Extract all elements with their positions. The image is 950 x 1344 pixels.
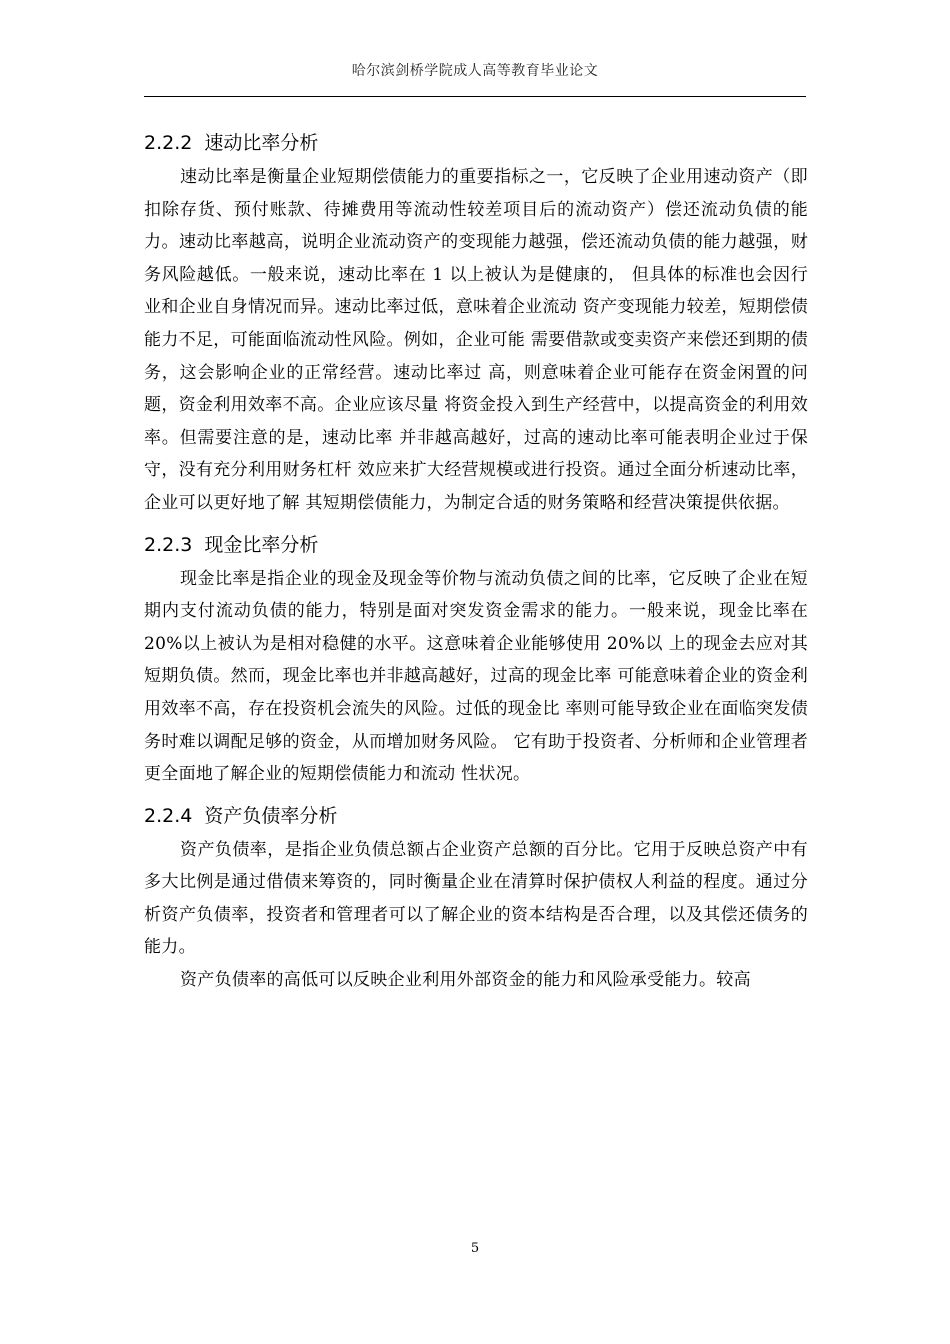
section-title: 速动比率分析 — [204, 132, 319, 154]
section-number: 2.2.2 — [144, 132, 193, 154]
section-2-2-4 — [144, 803, 808, 997]
section-heading — [144, 803, 808, 829]
header-rule — [144, 96, 806, 97]
paragraph: 资产负债率，是指企业负债总额占企业资产总额的百分比。它用于反映总资产中有多大比例是通过借债来筹资的，同时衡量企业在清算时保护债权人利益的程度。通过分析资产负债率，投资者和管理者可以了解企业的资本结构是否合理，以及其偿还债务的能力。 — [144, 839, 808, 958]
section-heading — [144, 130, 808, 156]
page-header: 哈尔滨剑桥学院成人高等教育毕业论文 — [351, 63, 599, 79]
section-number: 2.2.3 — [144, 533, 193, 556]
section-heading — [144, 532, 808, 558]
document-body — [144, 118, 808, 997]
section-title: 现金比率分析 — [204, 533, 319, 556]
paragraph: 速动比率是衡量企业短期偿债能力的重要指标之一，它反映了企业用速动资产（即扣除存货、预付账款、待摊费用等流动性较差项目后的流动资产）偿还流动负债的能力。速动比率越高，说明企业流动资产的变现能力越强，偿还流动负债的能力越强，财务风险越低。一般来说，速动比率在 1 以上被认为是健康的， 但具体的标准也会因行业和企业自身情况而异。速动比率过低，意味着企业流动 资产变现能力较差，短期偿债能力不足，可能面临流动性风险。例如，企业可能 需要借款或变卖资产来偿还到期的债务，这会影响企业的正常经营。速动比率过 高，则意味着企业可能存在资金闲置的问题，资金利用效率不高。企业应该尽量 将资金投入到生产经营中，以提高资金的利用效率。但需要注意的是，速动比率 并非越高越好，过高的速动比率可能表明企业过于保守，没有充分利用财务杠杆 效应来扩大经营规模或进行投资。通过全面分析速动比率，企业可以更好地了解 其短期偿债能力，为制定合适的财务策略和经营决策提供依据。 — [144, 167, 808, 513]
paragraph: 资产负债率的高低可以反映企业利用外部资金的能力和风险承受能力。较高 — [180, 970, 751, 991]
paragraph: 现金比率是指企业的现金及现金等价物与流动负债之间的比率，它反映了企业在短期内支付流动负债的能力，特别是面对突发资金需求的能力。一般来说，现金比率在 20%以上被认为是相对稳健的水平。这意味着企业能够使用 20%以 上的现金去应对其短期负债。然而，现金比率也并非越高越好，过高的现金比率 可能意味着企业的资金利用效率不高，存在投资机会流失的风险。过低的现金比 率则可能导致企业在面临突发债务时难以调配足够的资金，从而增加财务风险。 它有助于投资者、分析师和企业管理者更全面地了解企业的短期偿债能力和流动 性状况。 — [144, 568, 808, 785]
section-number: 2.2.4 — [144, 804, 193, 827]
section-title: 资产负债率分析 — [204, 804, 338, 827]
section-2-2-3 — [144, 532, 808, 791]
section-2-2-2 — [144, 130, 808, 520]
page-number: 5 — [470, 1241, 480, 1256]
